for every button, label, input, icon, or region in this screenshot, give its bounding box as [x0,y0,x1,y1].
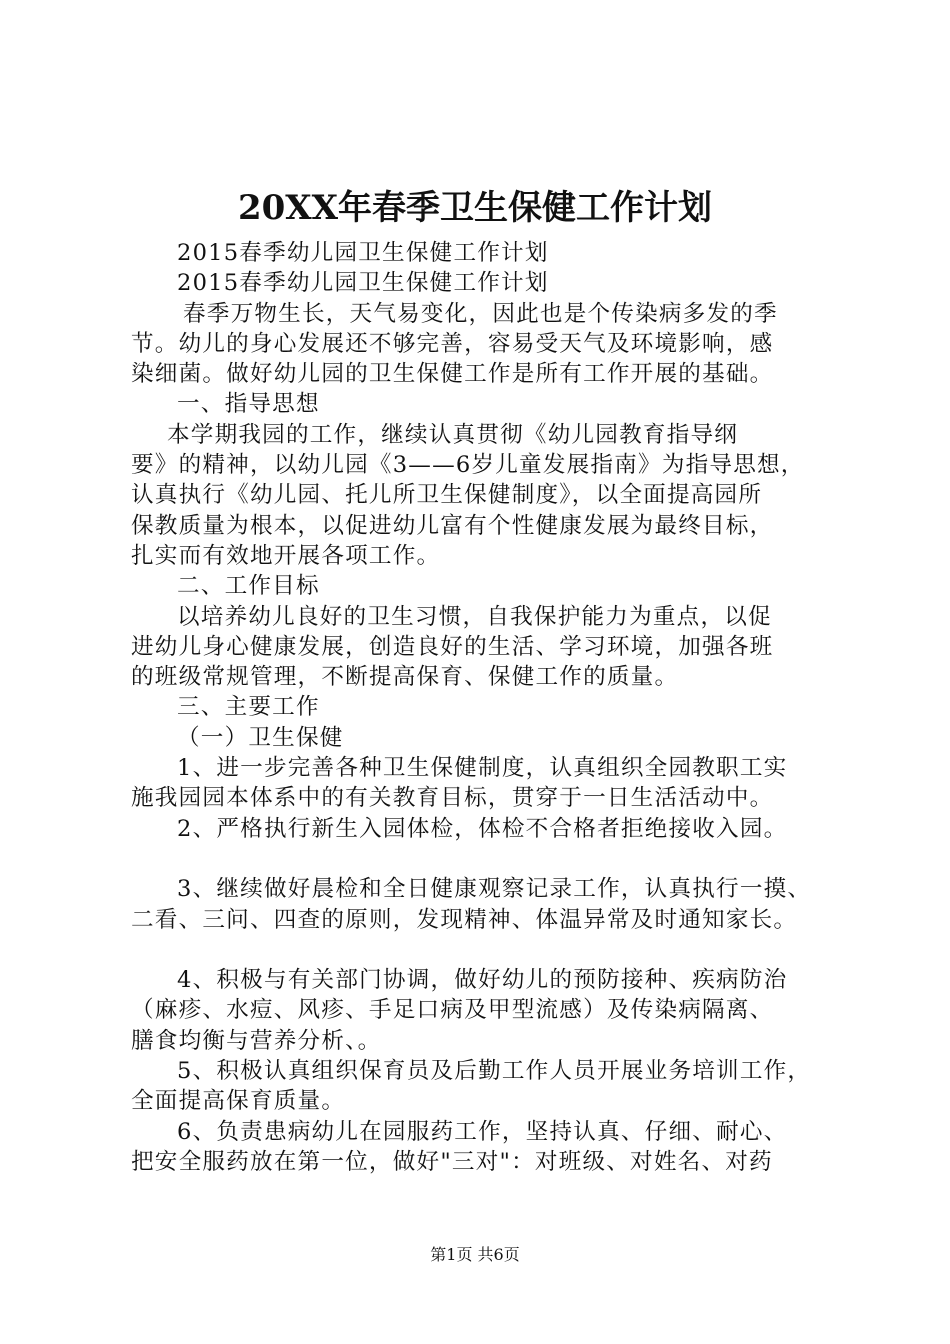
blank-line [131,935,831,965]
section-heading-guiding-thought: 一、指导思想 [177,391,320,418]
guiding-paragraph-line: 扎实而有效地开展各项工作。 [131,542,441,569]
item-6-line: 6、负责患病幼儿在园服药工作，坚持认真、仔细、耐心、 [177,1118,788,1145]
section-heading-main-work: 三、主要工作 [177,694,320,721]
item-2-line: 2、严格执行新生入园体检，体检不合格者拒绝接收入园。 [177,815,788,842]
item-5-line: 全面提高保育质量。 [131,1088,346,1115]
guiding-paragraph-line: 本学期我园的工作，继续认真贯彻《幼儿园教育指导纲 [167,421,739,448]
guiding-paragraph-line: 认真执行《幼儿园、托儿所卫生保健制度》，以全面提高园所 [131,482,763,509]
guiding-paragraph-line: 要》的精神，以幼儿园《3——6岁儿童发展指南》为指导思想， [131,452,805,479]
goals-paragraph-line: 以培养幼儿良好的卫生习惯，自我保护能力为重点，以促 [177,603,772,630]
item-1-line: 1、进一步完善各种卫生保健制度，认真组织全园教职工实 [177,755,788,782]
item-3-line: 3、继续做好晨检和全日健康观察记录工作，认真执行一摸、 [177,876,812,903]
intro-paragraph-line: 节。幼儿的身心发展还不够完善，容易受天气及环境影响，感 [131,330,774,357]
page-number-footer: 第1页 共6页 [430,1245,520,1264]
item-3-line: 二看、三问、四查的原则，发现精神、体温异常及时通知家长。 [131,906,798,933]
item-6-line: 把安全服药放在第一位，做好"三对"：对班级、对姓名、对药 [131,1148,773,1175]
subsection-heading-hygiene: （一）卫生保健 [177,724,344,751]
intro-paragraph-line: 染细菌。做好幼儿园的卫生保健工作是所有工作开展的基础。 [131,361,774,388]
goals-paragraph-line: 进幼儿身心健康发展，创造良好的生活、学习环境，加强各班 [131,633,774,660]
document-title: 20XX年春季卫生保健工作计划 [237,188,713,228]
blank-line [131,844,831,874]
item-1-line: 施我园园本体系中的有关教育目标，贯穿于一日生活活动中。 [131,785,774,812]
item-5-line: 5、积极认真组织保育员及后勤工作人员开展业务培训工作， [177,1058,812,1085]
document-body [131,238,831,1177]
subtitle-line-1: 2015春季幼儿园卫生保健工作计划 [177,240,549,266]
guiding-paragraph-line: 保教质量为根本，以促进幼儿富有个性健康发展为最终目标， [131,512,774,539]
intro-paragraph-line: 春季万物生长，天气易变化，因此也是个传染病多发的季 [183,300,778,327]
goals-paragraph-line: 的班级常规管理，不断提高保育、保健工作的质量。 [131,664,679,691]
subtitle-line-2: 2015春季幼儿园卫生保健工作计划 [177,270,549,297]
item-4-line: 膳食均衡与营养分析、。 [131,1027,382,1054]
item-4-line: （麻疹、水痘、风疹、手足口病及甲型流感）及传染病隔离、 [131,997,774,1024]
item-4-line: 4、积极与有关部门协调，做好幼儿的预防接种、疾病防治 [177,967,788,994]
section-heading-work-goals: 二、工作目标 [177,573,320,600]
